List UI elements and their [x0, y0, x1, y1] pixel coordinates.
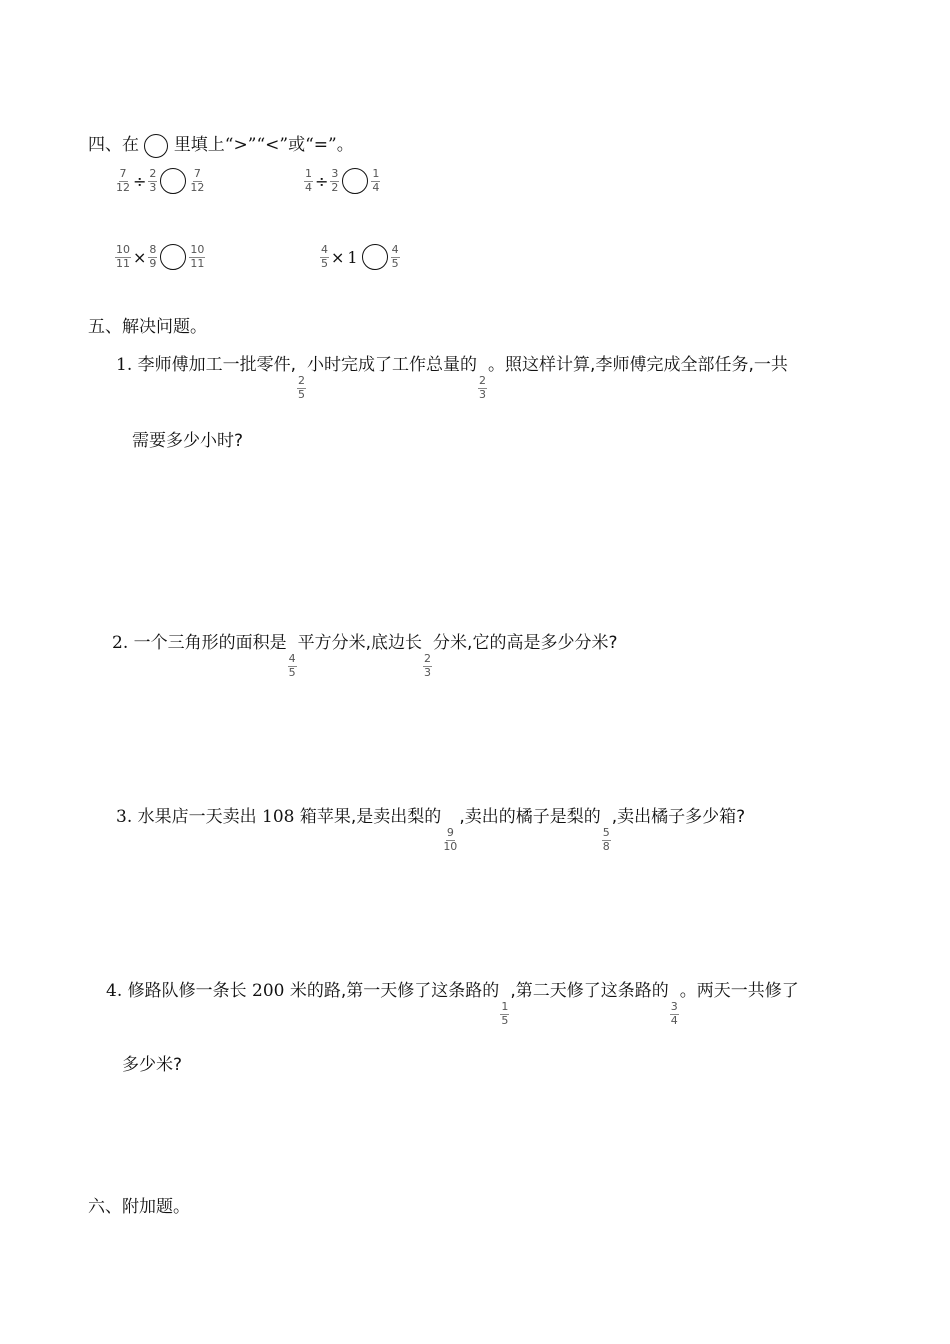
problem-4-line2: 多少米?: [122, 1055, 183, 1075]
fraction: $\frac{4}{5}$: [391, 243, 399, 270]
section4-heading: [88, 130, 354, 158]
problem-2: [112, 628, 617, 679]
problem-number: 2.: [112, 633, 129, 653]
number: 200: [252, 981, 285, 1001]
number: 108: [262, 807, 295, 827]
fraction: $\frac{2}{3}$: [149, 167, 157, 194]
number: 1: [347, 247, 358, 267]
fraction: $\frac{7}{12}$: [190, 167, 205, 194]
problem-text: 箱苹果,是卖出梨的: [299, 807, 442, 827]
problem-text: 分米,它的高是多少分米?: [433, 633, 618, 653]
operator: ×: [133, 247, 147, 267]
fraction: $\frac{4}{5}$: [288, 652, 296, 679]
problem-text: ,第二天修了这条路的: [510, 981, 669, 1001]
fraction: $\frac{1}{4}$: [305, 167, 312, 194]
fraction: $\frac{3}{2}$: [331, 167, 339, 194]
section4-heading-pre: 四、在: [88, 135, 139, 155]
fraction: $\frac{8}{9}$: [149, 243, 157, 270]
operator: ×: [331, 247, 345, 267]
problem-1: [116, 350, 788, 401]
fraction: $\frac{10}{11}$: [116, 243, 130, 270]
problem-text: 。两天一共修了: [679, 981, 799, 1001]
fraction: $\frac{1}{5}$: [501, 1000, 509, 1027]
fraction: $\frac{9}{10}$: [443, 826, 458, 853]
fraction: $\frac{2}{3}$: [479, 374, 487, 401]
problem-number: 1.: [116, 355, 133, 375]
section5-heading: 五、解决问题。: [88, 317, 207, 337]
section4-heading-post: 里填上“>”“<”或“=”。: [173, 135, 354, 155]
fraction: $\frac{3}{4}$: [670, 1000, 678, 1027]
problem-text: 修路队修一条长: [127, 981, 247, 1001]
problem-text: 小时完成了工作总量的: [307, 355, 478, 375]
answer-circle[interactable]: [160, 244, 186, 270]
compare-item-1: [114, 168, 206, 194]
answer-circle[interactable]: [160, 168, 186, 194]
operator: ÷: [315, 171, 329, 191]
compare-item-3: [114, 244, 206, 270]
compare-item-4: [319, 244, 401, 270]
problem-text: 。照这样计算,李师傅完成全部任务,一共: [488, 355, 788, 375]
fraction: $\frac{2}{3}$: [424, 652, 432, 679]
fraction: $\frac{7}{12}$: [116, 167, 130, 194]
problem-text: 水果店一天卖出: [137, 807, 257, 827]
problem-4: [106, 976, 799, 1027]
answer-circle[interactable]: [342, 168, 368, 194]
fraction: $\frac{2}{5}$: [298, 374, 306, 401]
problem-number: 4.: [106, 981, 123, 1001]
problem-text: 一个三角形的面积是: [133, 633, 287, 653]
compare-item-2: [303, 168, 381, 194]
problem-text: 李师傅加工一批零件,: [137, 355, 297, 375]
problem-number: 3.: [116, 807, 133, 827]
section6-heading: 六、附加题。: [88, 1197, 190, 1217]
operator: ÷: [133, 171, 147, 191]
fraction: $\frac{5}{8}$: [602, 826, 610, 853]
fraction: $\frac{4}{5}$: [321, 243, 328, 270]
fraction: $\frac{10}{11}$: [190, 243, 205, 270]
problem-text: 米的路,第一天修了这条路的: [289, 981, 500, 1001]
problem-text: ,卖出的橘子是梨的: [459, 807, 601, 827]
answer-circle[interactable]: [362, 244, 388, 270]
problem-text: 平方分米,底边长: [297, 633, 423, 653]
problem-3: [116, 802, 745, 853]
problem-1-line2: 需要多少小时?: [132, 431, 244, 451]
fraction: $\frac{1}{4}$: [372, 167, 380, 194]
circle-icon: [144, 134, 168, 158]
problem-text: ,卖出橘子多少箱?: [611, 807, 746, 827]
